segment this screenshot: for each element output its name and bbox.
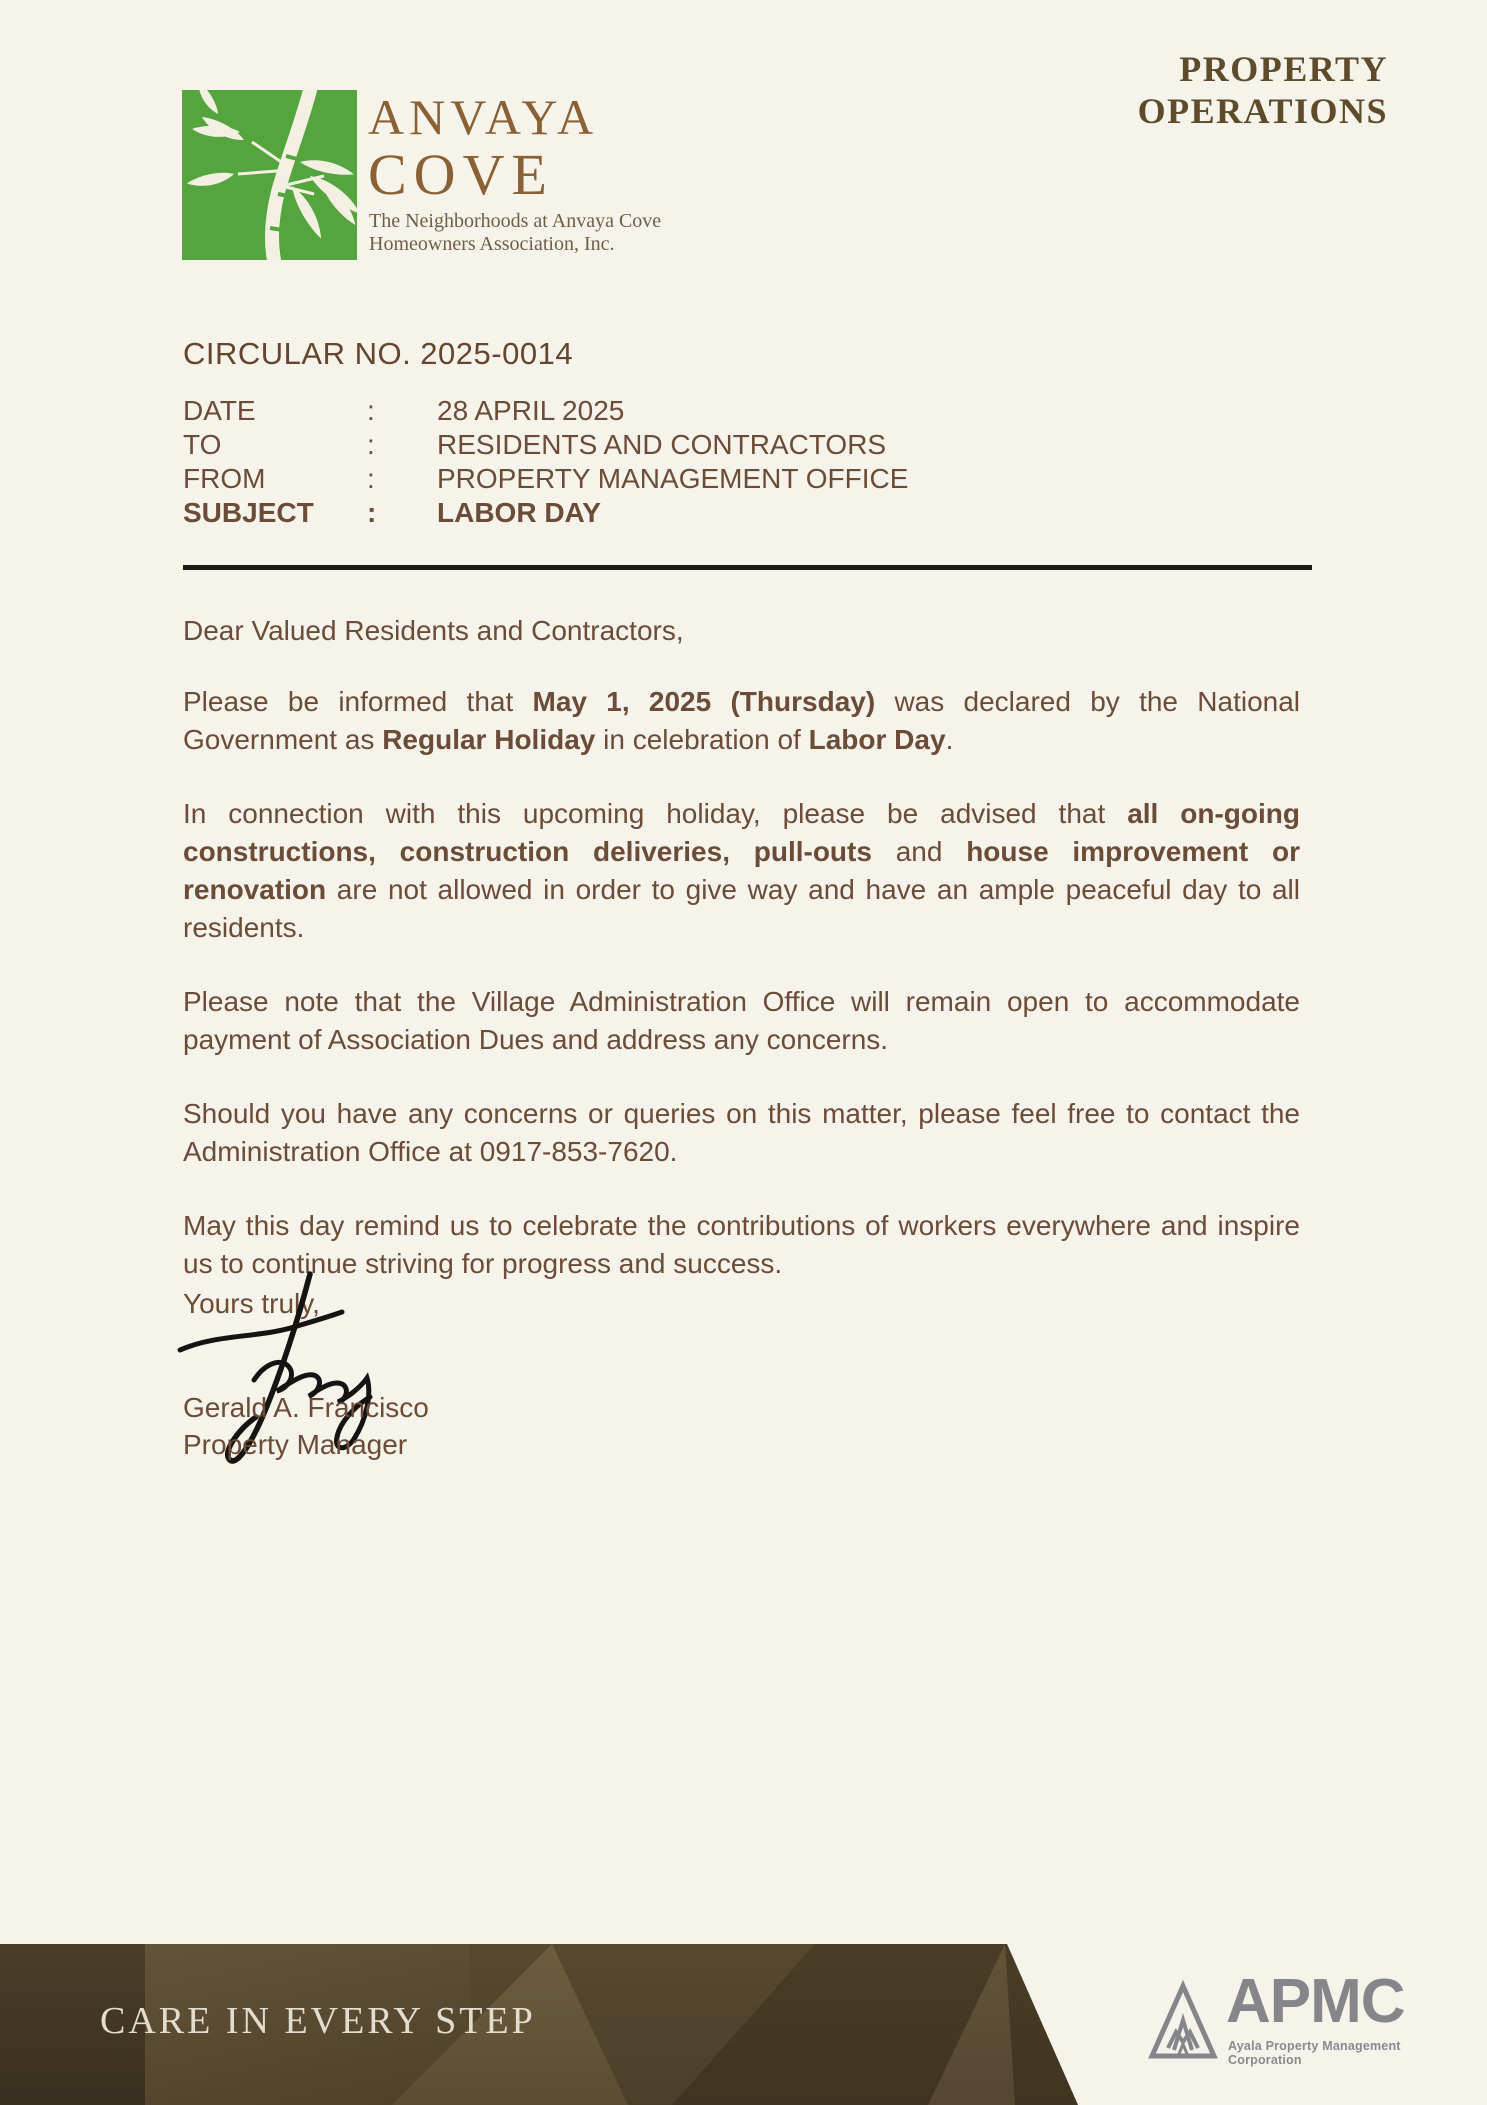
meta-label: FROM	[183, 463, 266, 494]
text-run: was declared by the National Government as	[183, 686, 1301, 755]
apmc-triangle-icon	[1148, 1980, 1218, 2067]
signer-name: Gerald A. Francisco	[183, 1392, 429, 1423]
apmc-tagline: Ayala Property Management Corporation	[1228, 2039, 1401, 2067]
tagline-line2: Homeowners Association, Inc.	[369, 233, 615, 255]
text-run: Please be informed that	[183, 686, 533, 717]
text-run: .	[945, 724, 954, 755]
text-run: May this day remind us to celebrate the contributions of workers everywhere and inspire us to continue striving for progress and success.	[183, 1210, 1300, 1279]
text-run: In connection with this upcoming holiday, please be advised that	[183, 798, 1128, 829]
bold-text-run: Regular Holiday	[382, 724, 596, 755]
meta-row	[183, 496, 1300, 530]
footer-slogan: CARE IN EVERY STEP	[100, 2000, 536, 2042]
meta-separator: :	[367, 463, 375, 494]
meta-label: SUBJECT	[183, 497, 314, 528]
text-run: in celebration of	[595, 724, 809, 755]
wordmark-line2: COVE	[368, 142, 554, 207]
meta-value: 28 APRIL 2025	[437, 395, 625, 426]
bold-text-run: all on-going constructions, construction deliveries, pull-outs	[183, 798, 1300, 867]
meta-separator: :	[367, 497, 377, 528]
text-run: Please note that the Village Administration Office will remain open to accommodate payment of Association Dues and address any concerns.	[183, 986, 1300, 1055]
wordmark-anvaya-cove	[368, 89, 599, 207]
apmc-wordmark: APMC	[1226, 1967, 1405, 2036]
meta-label: DATE	[183, 395, 256, 426]
signer-title: Property Manager	[183, 1429, 408, 1460]
letter-body	[183, 612, 1300, 1319]
bold-text-run: May 1, 2025 (Thursday)	[532, 686, 876, 717]
wordmark-line1: ANVAYA	[368, 89, 599, 145]
circular-number: CIRCULAR NO. 2025-0014	[183, 336, 574, 371]
body-paragraph	[183, 1095, 1300, 1171]
text-run: and	[871, 836, 967, 867]
bold-text-run: Labor Day	[808, 724, 946, 755]
meta-separator: :	[367, 395, 375, 426]
meta-separator: :	[367, 429, 375, 460]
body-paragraph	[183, 683, 1300, 759]
meta-value: PROPERTY MANAGEMENT OFFICE	[437, 463, 909, 494]
body-paragraph	[183, 795, 1300, 947]
body-paragraphs	[183, 683, 1300, 1283]
meta-row	[183, 428, 1300, 462]
association-tagline	[369, 210, 661, 256]
meta-label: TO	[183, 429, 222, 460]
body-paragraph	[183, 983, 1300, 1059]
valediction: Yours truly,	[183, 1288, 320, 1319]
horizontal-rule	[183, 565, 1312, 570]
department-line1: PROPERTY	[1179, 49, 1388, 89]
meta-table	[183, 394, 1300, 530]
meta-value: RESIDENTS AND CONTRACTORS	[437, 429, 887, 460]
text-run: are not allowed in order to give way and have an ample peaceful day to all residents.	[183, 874, 1300, 943]
anvaya-cove-bamboo-logo-icon	[182, 90, 357, 260]
meta-value: LABOR DAY	[437, 497, 601, 528]
department-line2: OPERATIONS	[1137, 91, 1388, 131]
apmc-logo	[1148, 1967, 1448, 2070]
bold-text-run: house improvement or renovation	[183, 836, 1300, 905]
meta-row	[183, 394, 1300, 428]
tagline-line1: The Neighborhoods at Anvaya Cove	[369, 210, 662, 232]
text-run: Should you have any concerns or queries on this matter, please feel free to contact the Administration Office at 0917-853-7620.	[183, 1098, 1300, 1167]
salutation: Dear Valued Residents and Contractors,	[183, 615, 684, 646]
meta-row	[183, 462, 1300, 496]
department-heading	[1138, 48, 1388, 132]
